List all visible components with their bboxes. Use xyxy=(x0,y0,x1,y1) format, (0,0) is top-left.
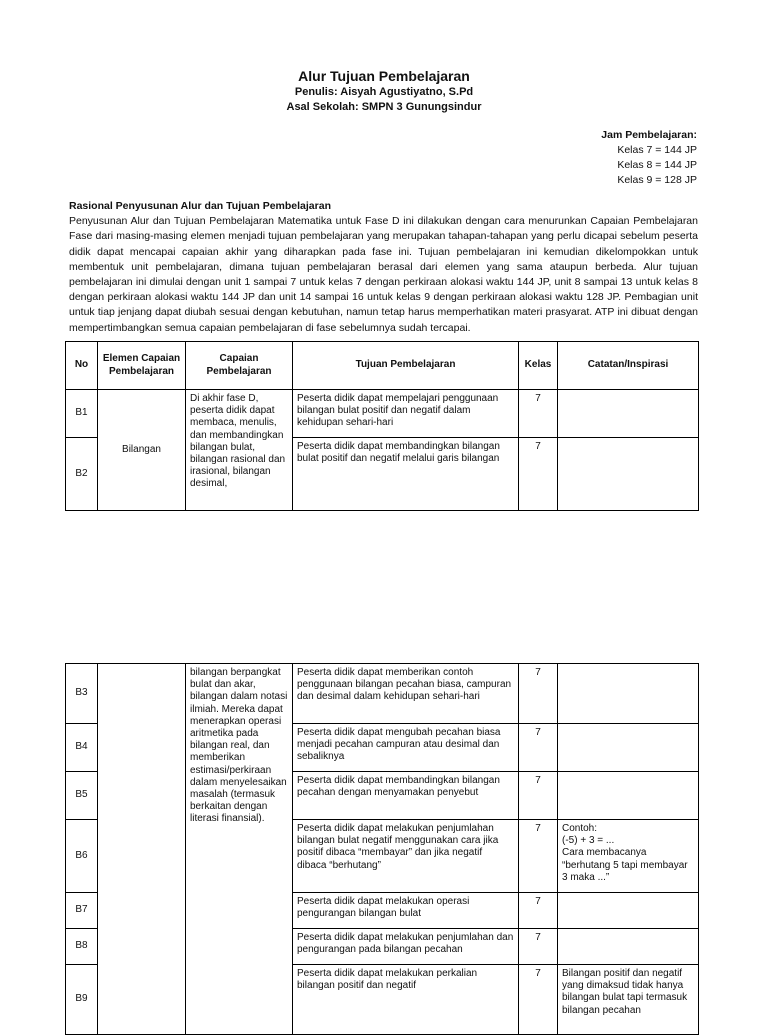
row-number: B4 xyxy=(66,724,98,772)
kelas-cell: 7 xyxy=(519,820,558,893)
header-tujuan: Tujuan Pembelajaran xyxy=(293,342,519,390)
catatan-cell: Bilangan positif dan negatif yang dimaksud tidak hanya bilangan bulat tapi termasuk bilangan pecahan xyxy=(558,965,699,1035)
catatan-cell xyxy=(558,772,699,820)
capaian-cell: bilangan berpangkat bulat dan akar, bilangan dalam notasi ilmiah. Mereka dapat menerapkan operasi aritmetika pada bilangan real, dan memberikan estimasi/perkiraan dalam menyelesaikan masalah (termasuk berkaitan dengan literasi finansial). xyxy=(186,664,293,1035)
kelas-cell: 7 xyxy=(519,965,558,1035)
kelas-cell: 7 xyxy=(519,390,558,438)
kelas-cell: 7 xyxy=(519,438,558,511)
catatan-cell xyxy=(558,664,699,724)
kelas-cell: 7 xyxy=(519,772,558,820)
rationale-body: Penyusunan Alur dan Tujuan Pembelajaran Matematika untuk Fase D ini dilakukan dengan cara menurunkan Capaian Pembelajaran Fase dari masing-masing elemen menjadi tujuan pembelajaran yang merupakan tahapan-tahapan yang perlu dicapai sebelum peserta didik dapat mencapai capaian akhir yang diharapkan pada fase ini. Tujuan pembelajaran ini kemudian dikelompokkan untuk membentuk unit pembelajaran, dimana tujuan pembelajaran berasal dari elemen yang sama ataupun berbeda. Alur tujuan pembelajaran ini dimulai dengan unit 1 sampai 7 untuk kelas 7 dengan perkiraan alokasi waktu 144 JP, unit 8 sampai 13 untuk kelas 8 dengan perkiraan alokasi waktu 144 JP dan unit 14 sampai 16 untuk kelas 9 dengan perkiraan alokasi waktu 128 JP. Pembagian unit untuk tiap jenjang dapat diubah sesuai dengan kebutuhan, namun tetap harus memperhatikan materi prasyarat. ATP ini dibuat dengan mempertimbangkan semua capaian pembelajaran di fase sebelumnya sudah tercapai. xyxy=(69,215,698,334)
catatan-cell xyxy=(558,893,699,929)
tujuan-cell: Peserta didik dapat melakukan perkalian bilangan positif dan negatif xyxy=(293,965,519,1035)
header-no: No xyxy=(66,342,98,390)
header-capaian: Capaian Pembelajaran xyxy=(186,342,293,390)
table-row xyxy=(66,664,699,724)
study-hours-kelas-7: Kelas 7 = 144 JP xyxy=(617,144,697,156)
tujuan-cell: Peserta didik dapat melakukan penjumlahan dan pengurangan pada bilangan pecahan xyxy=(293,929,519,965)
table-row xyxy=(66,390,699,438)
kelas-cell: 7 xyxy=(519,664,558,724)
row-number: B8 xyxy=(66,929,98,965)
kelas-cell: 7 xyxy=(519,893,558,929)
tujuan-cell: Peserta didik dapat melakukan penjumlahan bilangan bulat negatif menggunakan cara jika positif dibaca “membayar” dan jika negatif dibaca “berhutang” xyxy=(293,820,519,893)
atp-table-page-1 xyxy=(65,341,699,511)
header-elemen: Elemen Capaian Pembelajaran xyxy=(98,342,186,390)
tujuan-cell: Peserta didik dapat membandingkan bilangan pecahan dengan menyamakan penyebut xyxy=(293,772,519,820)
study-hours-kelas-9: Kelas 9 = 128 JP xyxy=(617,174,697,186)
row-number: B2 xyxy=(66,438,98,511)
table-header-row xyxy=(66,342,699,390)
elemen-cell-continued xyxy=(98,664,186,1035)
elemen-cell: Bilangan xyxy=(98,390,186,511)
tujuan-cell: Peserta didik dapat melakukan operasi pengurangan bilangan bulat xyxy=(293,893,519,929)
capaian-cell: Di akhir fase D, peserta didik dapat membaca, menulis, dan membandingkan bilangan bulat, bilangan rasional dan irasional, bilangan desimal, xyxy=(186,390,293,511)
row-number: B1 xyxy=(66,390,98,438)
row-number: B3 xyxy=(66,664,98,724)
atp-table-page-2 xyxy=(65,663,699,1035)
tujuan-cell: Peserta didik dapat mengubah pecahan biasa menjadi pecahan campuran atau desimal dan sebaliknya xyxy=(293,724,519,772)
tujuan-cell: Peserta didik dapat mempelajari penggunaan bilangan bulat positif dan negatif dalam kehidupan sehari-hari xyxy=(293,390,519,438)
row-number: B9 xyxy=(66,965,98,1035)
rationale-heading: Rasional Penyusunan Alur dan Tujuan Pembelajaran xyxy=(69,200,331,212)
document-title: Alur Tujuan Pembelajaran xyxy=(298,68,470,84)
row-number: B5 xyxy=(66,772,98,820)
kelas-cell: 7 xyxy=(519,929,558,965)
catatan-cell xyxy=(558,438,699,511)
catatan-cell: Contoh: (-5) + 3 = ... Cara membacanya “berhutang 5 tapi membayar 3 maka ...” xyxy=(558,820,699,893)
row-number: B7 xyxy=(66,893,98,929)
catatan-cell xyxy=(558,724,699,772)
school-line: Asal Sekolah: SMPN 3 Gunungsindur xyxy=(286,101,482,113)
tujuan-cell: Peserta didik dapat memberikan contoh penggunaan bilangan pecahan biasa, campuran dan desimal dalam kehidupan sehari-hari xyxy=(293,664,519,724)
row-number: B6 xyxy=(66,820,98,893)
header-catatan: Catatan/Inspirasi xyxy=(558,342,699,390)
study-hours-block xyxy=(601,128,697,188)
catatan-cell xyxy=(558,929,699,965)
study-hours-kelas-8: Kelas 8 = 144 JP xyxy=(617,159,697,171)
author-line: Penulis: Aisyah Agustiyatno, S.Pd xyxy=(294,86,474,98)
rationale-section xyxy=(69,199,698,336)
tujuan-cell: Peserta didik dapat membandingkan bilangan bulat positif dan negatif melalui garis bilangan xyxy=(293,438,519,511)
header-kelas: Kelas xyxy=(519,342,558,390)
kelas-cell: 7 xyxy=(519,724,558,772)
catatan-cell xyxy=(558,390,699,438)
study-hours-heading: Jam Pembelajaran: xyxy=(601,129,697,141)
